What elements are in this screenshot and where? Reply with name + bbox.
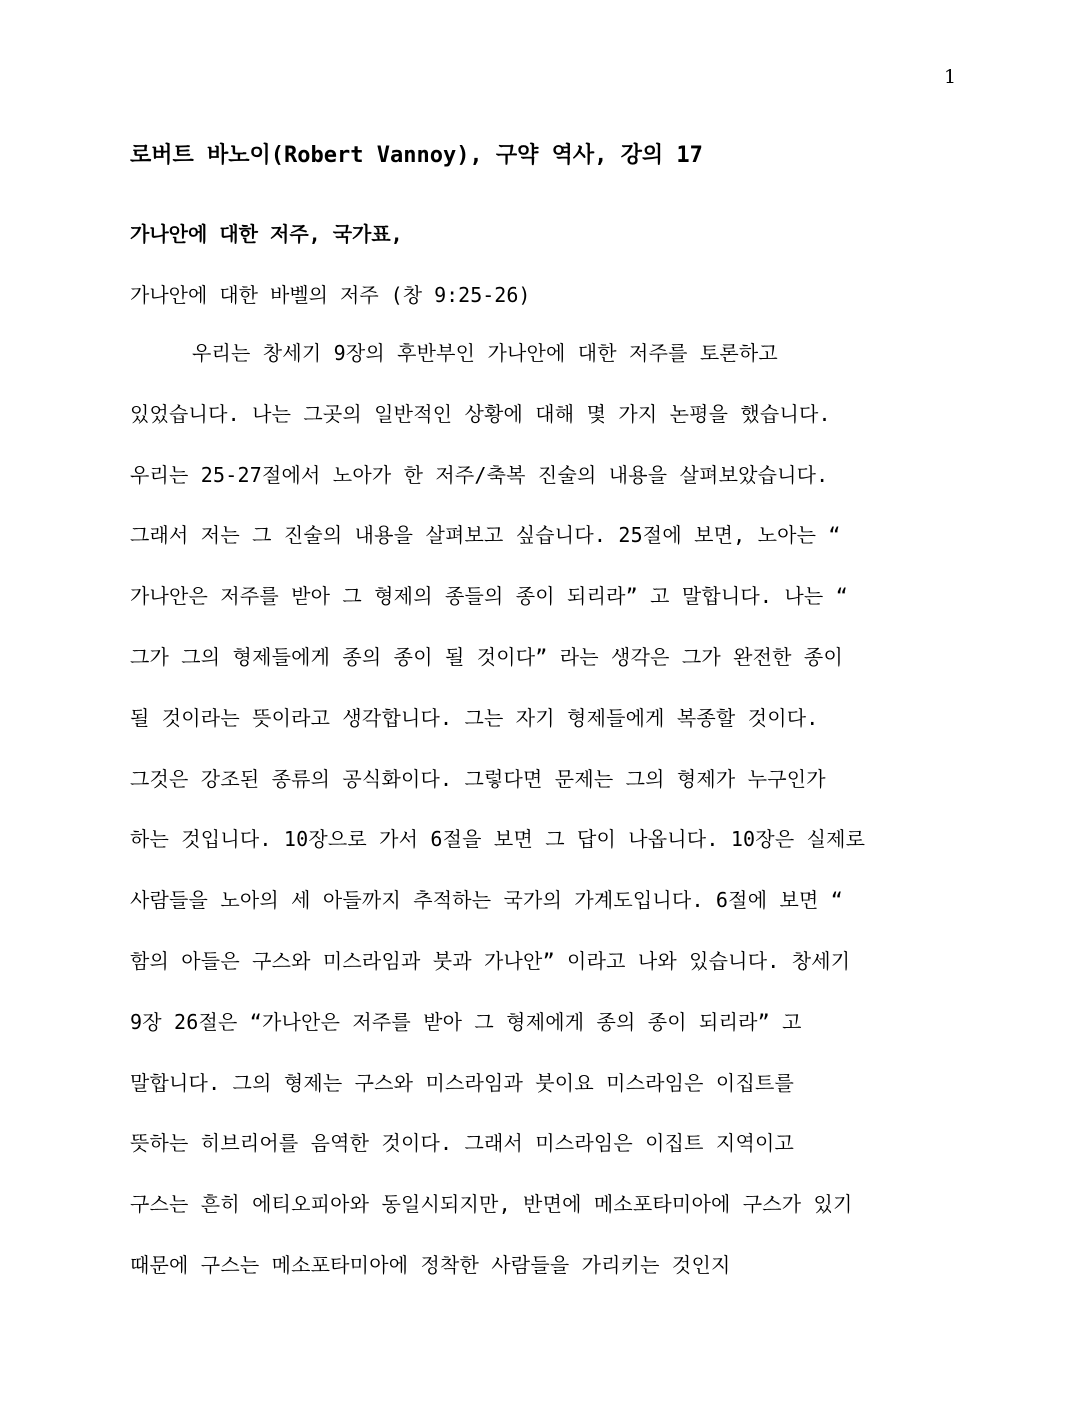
body-line: 때문에 구스는 메소포타미아에 정착한 사람들을 가리키는 것인지 [130,1252,731,1277]
body-line: 말합니다. 그의 형제는 구스와 미스라임과 붓이요 미스라임은 이집트를 [130,1070,795,1095]
body-line: 하는 것입니다. 10장으로 가서 6절을 보면 그 답이 나옵니다. 10장은 실제로 [130,827,866,852]
body-line: 될 것이라는 뜻이라고 생각합니다. 그는 자기 형제들에게 복종할 것이다. [130,705,819,730]
body-line: 우리는 창세기 9장의 후반부인 가나안에 대한 저주를 토론하고 [192,341,778,365]
body-line: 9장 26절은 “가나안은 저주를 받아 그 형제에게 종의 종이 되리라” 고 [130,1009,802,1034]
body-line: 사람들을 노아의 세 아들까지 추적하는 국가의 가계도입니다. 6절에 보면 “ [130,888,843,913]
page-number: 1 [944,66,957,88]
document-title: 로버트 바노이(Robert Vannoy), 구약 역사, 강의 17 [130,143,703,168]
sub-heading: 가나안에 대한 바벨의 저주 (창 9:25-26) [130,283,531,307]
body-line: 그가 그의 형제들에게 종의 종이 될 것이다” 라는 생각은 그가 완전한 종이 [130,644,843,669]
body-line: 그래서 저는 그 진술의 내용을 살펴보고 싶습니다. 25절에 보면, 노아는 “ [130,523,841,548]
body-text [130,337,970,1310]
section-heading: 가나안에 대한 저주, 국가표, [130,222,403,246]
body-line: 우리는 25-27절에서 노아가 한 저주/축복 진술의 내용을 살펴보았습니다. [130,462,829,487]
body-line: 뜻하는 히브리어를 음역한 것이다. 그래서 미스라임은 이집트 지역이고 [130,1131,795,1156]
body-line: 있었습니다. 나는 그곳의 일반적인 상황에 대해 몇 가지 논평을 했습니다. [130,401,831,426]
body-line: 구스는 흔히 에티오피아와 동일시되지만, 반면에 메소포타미아에 구스가 있기 [130,1192,853,1217]
body-line: 가나안은 저주를 받아 그 형제의 종들의 종이 되리라” 고 말합니다. 나는 “ [130,584,848,609]
body-line: 함의 아들은 구스와 미스라임과 붓과 가나안” 이라고 나와 있습니다. 창세기 [130,948,851,973]
body-line: 그것은 강조된 종류의 공식화이다. 그렇다면 문제는 그의 형제가 누구인가 [130,766,826,791]
